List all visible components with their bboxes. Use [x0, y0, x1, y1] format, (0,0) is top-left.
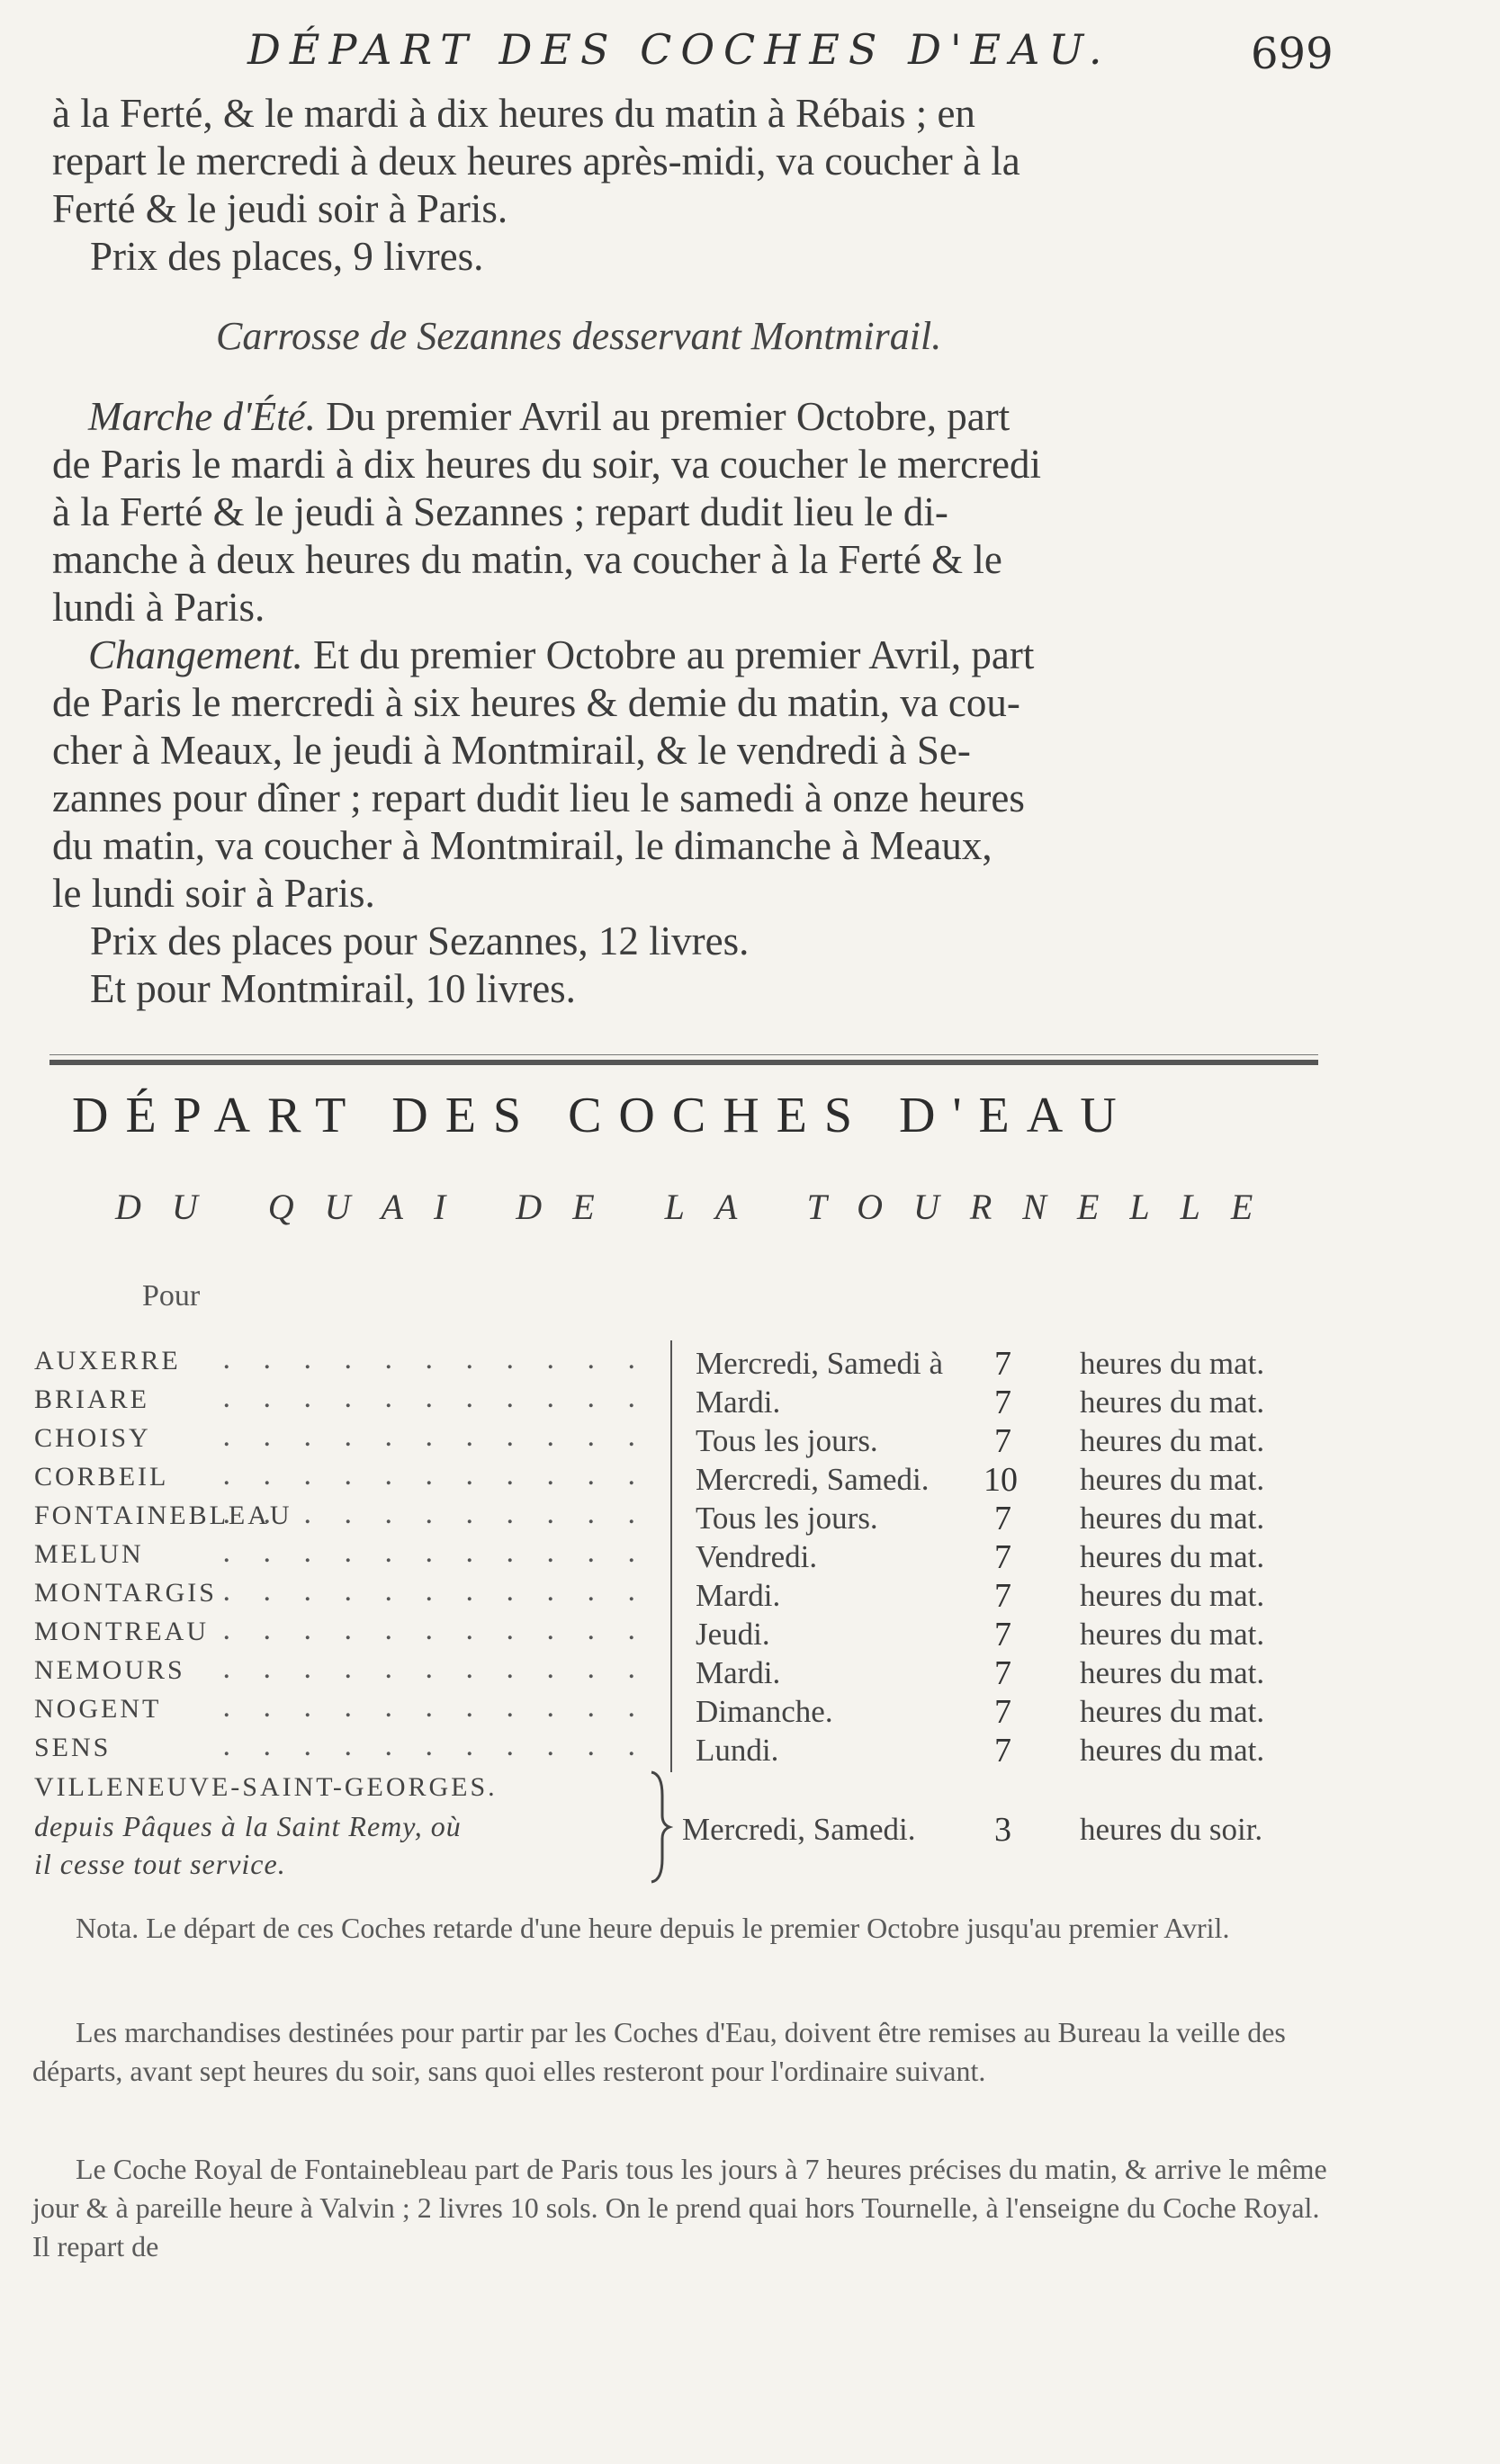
destination-sens: SENS [34, 1733, 112, 1762]
departure-hour: 10 [984, 1461, 1018, 1499]
dot-leader: . . . . . . . . . . . [222, 1574, 648, 1608]
summer-line: Du premier Avril au premier Octobre, part [326, 394, 1010, 439]
dot-leader: . . . . . . . . . . . [222, 1458, 648, 1492]
departure-days: Mercredi, Samedi. [682, 1812, 916, 1847]
change-first-line [88, 632, 1034, 678]
text-line: repart le mercredi à deux heures après-midi, va coucher à la [52, 139, 1020, 184]
summer-first-line [88, 393, 1010, 440]
departure-hour: 7 [994, 1538, 1011, 1576]
destination-montargis: MONTARGIS [34, 1578, 217, 1608]
text-line: Ferté & le jeudi soir à Paris. [52, 186, 508, 231]
destination-nogent: NOGENT [34, 1694, 162, 1724]
destination-auxerre: AUXERRE [34, 1346, 181, 1375]
departure-hour: 7 [994, 1500, 1011, 1537]
departure-days: Mardi. [696, 1578, 781, 1613]
merchandise-paragraph: Les marchandises destinées pour partir par les Coches d'Eau, doivent être remises au Bureau la veille des départs, avant sept heures du soir, sans quoi elles resteront pour l'ordinaire suivant. [32, 2016, 1286, 2087]
departure-days: Mardi. [696, 1384, 781, 1420]
departure-days: Tous les jours. [696, 1501, 878, 1536]
summer-line: manche à deux heures du matin, va coucher à la Ferté & le [52, 537, 1002, 582]
dot-leader: . . . . . . . . . . . [222, 1690, 648, 1724]
destination-melun: MELUN [34, 1539, 144, 1569]
hours-label: heures du mat. [1080, 1733, 1265, 1768]
running-head: DÉPART DES COCHES D'EAU. [247, 25, 1111, 74]
destination-briare: BRIARE [34, 1384, 150, 1414]
hours-label: heures du mat. [1080, 1501, 1265, 1536]
departure-hour: 7 [994, 1345, 1011, 1383]
departure-days: Lundi. [696, 1733, 779, 1768]
price-line: Et pour Montmirail, 10 livres. [90, 966, 576, 1011]
dot-leader: . . . . . . . . . . . [222, 1536, 648, 1569]
section-subheading: DU QUAI DE LA TOURNELLE [115, 1187, 1284, 1227]
price-line: Prix des places pour Sezannes, 12 livres. [90, 918, 750, 963]
change-line: Et du premier Octobre au premier Avril, part [312, 632, 1035, 677]
destination-villeneuve: VILLENEUVE-SAINT-GEORGES. [34, 1772, 498, 1802]
pour-label: Pour [142, 1279, 201, 1313]
hours-label: heures du mat. [1080, 1423, 1265, 1458]
hours-label: heures du mat. [1080, 1384, 1265, 1420]
rule-divider [49, 1054, 1318, 1055]
summer-label: Marche d'Été. [88, 394, 316, 439]
hours-label: heures du mat. [1080, 1617, 1265, 1652]
hours-label: heures du mat. [1080, 1655, 1265, 1690]
hours-label: heures du mat. [1080, 1694, 1265, 1729]
departure-days: Mercredi, Samedi à [696, 1346, 944, 1381]
table-divider [670, 1340, 672, 1772]
departure-hour: 7 [994, 1616, 1011, 1653]
change-line: le lundi soir à Paris. [52, 871, 375, 916]
coche-royal-paragraph: Le Coche Royal de Fontainebleau part de Paris tous les jours à 7 heures précises du matin, & arrive le même jour & à pareille heure à Valvin ; 2 livres 10 sols. On le prend quai hors Tournelle, à l'enseigne du Coche Royal. Il repart de [32, 2153, 1327, 2262]
rule-divider [49, 1060, 1318, 1065]
departure-days: Mercredi, Samedi. [696, 1462, 930, 1497]
dot-leader: . . . . . . . . . . . [222, 1342, 648, 1375]
summer-line: de Paris le mardi à dix heures du soir, va coucher le mercredi [52, 442, 1042, 487]
dot-leader: . . . . . . . . . . . [222, 1613, 648, 1646]
change-line: du matin, va coucher à Montmirail, le dimanche à Meaux, [52, 823, 993, 868]
summer-line: lundi à Paris. [52, 585, 265, 630]
hours-label: heures du mat. [1080, 1539, 1265, 1574]
departure-days: Jeudi. [696, 1617, 770, 1652]
destination-fontainebleau: FONTAINEBLEAU [34, 1501, 292, 1530]
dot-leader: . . . . . . . . . . . [222, 1420, 648, 1453]
departure-hour: 7 [994, 1732, 1011, 1770]
summer-line: à la Ferté & le jeudi à Sezannes ; repart dudit lieu le di- [52, 489, 948, 534]
price-line: Prix des places, 9 livres. [90, 234, 484, 279]
dot-leader: . . . . . . . . . . . [222, 1729, 648, 1762]
departure-days: Mardi. [696, 1655, 781, 1690]
change-line: de Paris le mercredi à six heures & demie du matin, va cou- [52, 680, 1020, 725]
hours-label: heures du soir. [1080, 1812, 1263, 1847]
dot-leader: . . . . . . . . . . . [222, 1652, 648, 1685]
nota-paragraph: Nota. Le départ de ces Coches retarde d'une heure depuis le premier Octobre jusqu'au premier Avril. [76, 1912, 1230, 1944]
text-line: à la Ferté, & le mardi à dix heures du matin à Rébais ; en [52, 91, 975, 136]
departure-hour: 7 [994, 1693, 1011, 1731]
departure-hour: 7 [994, 1422, 1011, 1460]
section-title: Carrosse de Sezannes desservant Montmirail. [216, 314, 942, 358]
page-number: 699 [1251, 29, 1334, 79]
departure-hour: 7 [994, 1654, 1011, 1692]
departure-hour: 7 [994, 1384, 1011, 1421]
destination-corbeil: CORBEIL [34, 1462, 169, 1492]
departure-days: Tous les jours. [696, 1423, 878, 1458]
destination-montreau: MONTREAU [34, 1617, 209, 1646]
hours-label: heures du mat. [1080, 1462, 1265, 1497]
seasonal-note: depuis Pâques à la Saint Remy, où [34, 1810, 462, 1842]
section-heading: DÉPART DES COCHES D'EAU [72, 1088, 1134, 1143]
change-line: cher à Meaux, le jeudi à Montmirail, & le vendredi à Se- [52, 728, 971, 773]
destination-nemours: NEMOURS [34, 1655, 185, 1685]
change-line: zannes pour dîner ; repart dudit lieu le samedi à onze heures [52, 775, 1025, 820]
brace-icon [646, 1769, 673, 1886]
hours-label: heures du mat. [1080, 1346, 1265, 1381]
change-label: Changement. [88, 632, 303, 677]
dot-leader: . . . . . . . . . . . [222, 1381, 648, 1414]
departure-hour: 3 [994, 1811, 1011, 1849]
hours-label: heures du mat. [1080, 1578, 1265, 1613]
departure-days: Vendredi. [696, 1539, 818, 1574]
departure-hour: 7 [994, 1577, 1011, 1615]
seasonal-note: il cesse tout service. [34, 1848, 286, 1880]
departure-days: Dimanche. [696, 1694, 833, 1729]
dot-leader: . . . . . . . . . . . [222, 1497, 648, 1530]
destination-choisy: CHOISY [34, 1423, 151, 1453]
